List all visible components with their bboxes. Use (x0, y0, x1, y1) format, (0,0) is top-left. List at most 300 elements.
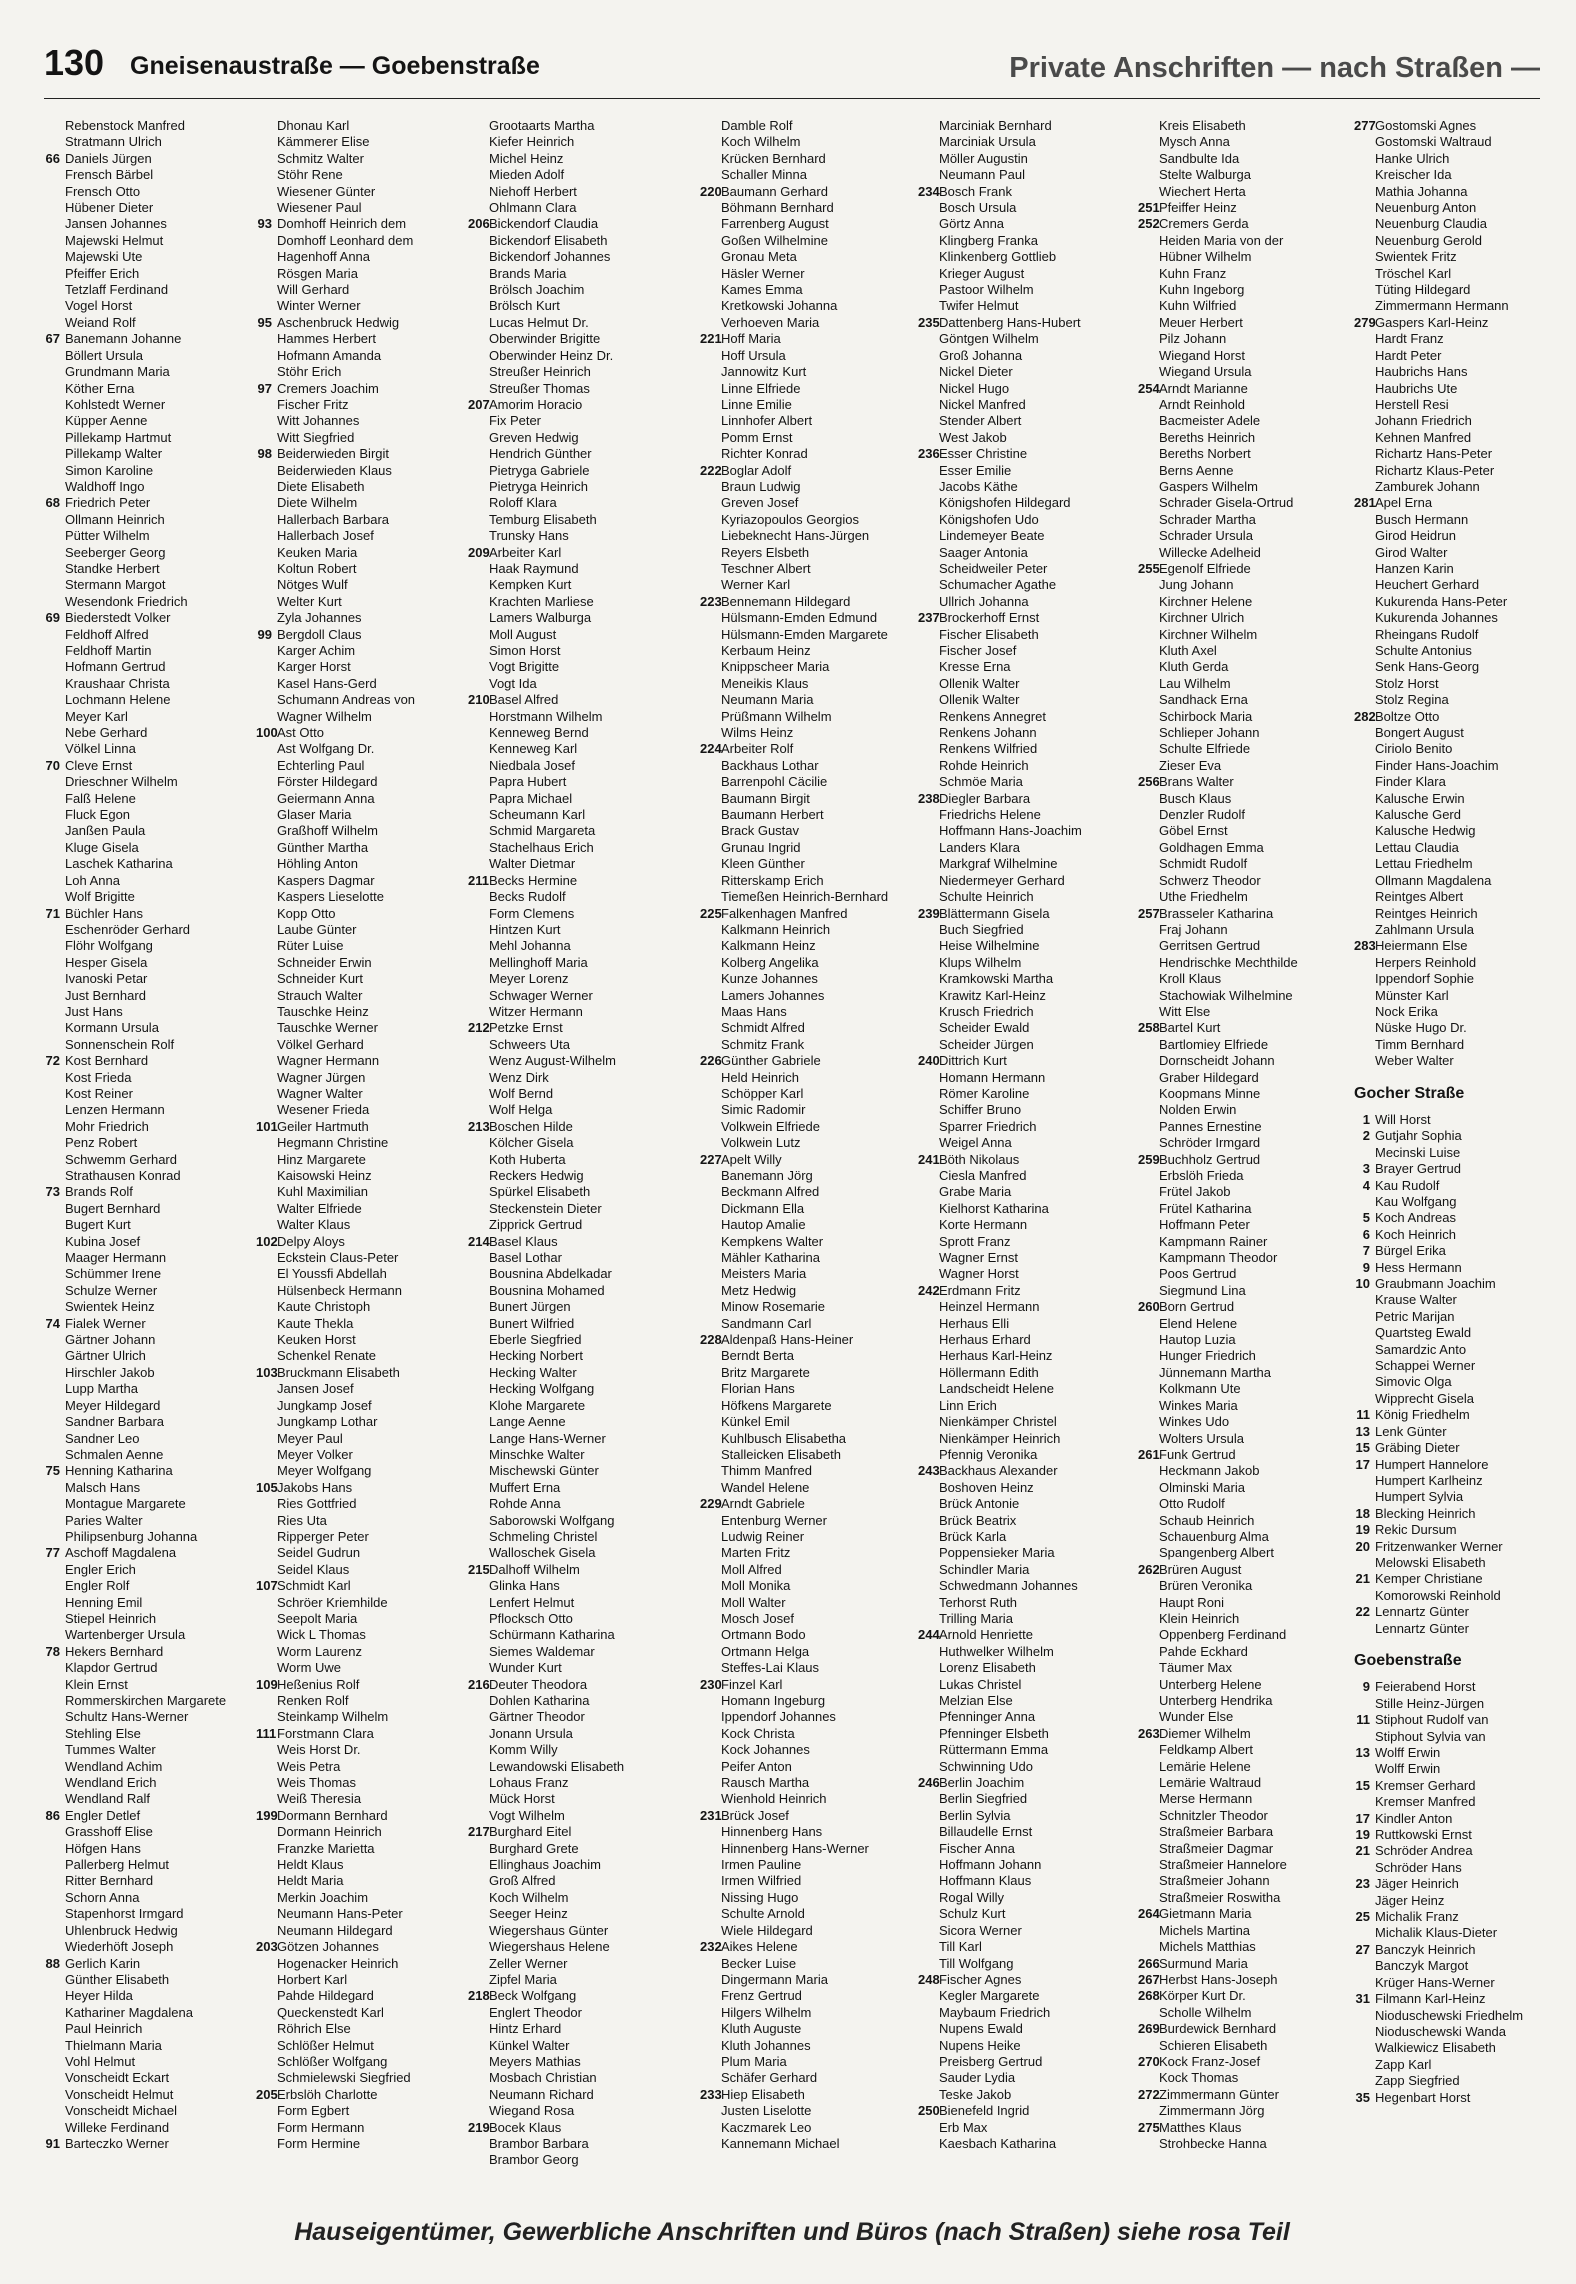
directory-entry (700, 1956, 914, 1972)
resident-name: Höhling Anton (277, 856, 358, 872)
resident-name: Kampmann Theodor (1159, 1250, 1278, 1266)
directory-entry (256, 184, 470, 200)
resident-name: Fix Peter (489, 413, 542, 429)
resident-name: Pietryga Heinrich (489, 478, 588, 494)
directory-entry (1354, 807, 1544, 823)
resident-name: Kluge Gisela (65, 839, 139, 855)
resident-name: Pomm Ernst (721, 429, 793, 445)
resident-name: Gronau Meta (721, 249, 797, 265)
directory-entry (256, 1135, 470, 1151)
resident-name: Kohlstedt Werner (65, 396, 166, 412)
directory-entry (1138, 1283, 1352, 1299)
directory-entry (468, 807, 682, 823)
resident-name: Markgraf Wilhelmine (939, 856, 1058, 872)
resident-name: Kock Johannes (721, 1742, 810, 1758)
resident-name: Ollmann Heinrich (65, 511, 165, 527)
resident-name: Schiffer Bruno (939, 1102, 1022, 1118)
resident-name: Tetzlaff Ferdinand (65, 282, 169, 298)
house-number: 7 (1362, 1243, 1370, 1259)
directory-entry (468, 791, 682, 807)
directory-entry (44, 1545, 258, 1561)
resident-name: Saborowski Wolfgang (489, 1512, 615, 1528)
resident-name: Erbslöh Charlotte (277, 2086, 378, 2102)
directory-entry (700, 430, 914, 446)
directory-entry (256, 889, 470, 905)
resident-name: Lange Hans-Werner (489, 1430, 606, 1446)
directory-entry (918, 807, 1132, 823)
resident-name: Arndt Gabriele (721, 1496, 805, 1512)
resident-name: Klohe Margarete (489, 1397, 586, 1413)
directory-entry (700, 1365, 914, 1381)
directory-entry (1138, 1726, 1352, 1742)
resident-name: Stille Heinz-Jürgen (1375, 1695, 1485, 1711)
directory-entry (468, 1529, 682, 1545)
resident-name: Graßhoff Wilhelm (277, 823, 378, 839)
resident-name: Denzler Rudolf (1159, 807, 1245, 823)
directory-entry (918, 1759, 1132, 1775)
directory-entry (700, 1381, 914, 1397)
house-number: 250 (918, 2103, 940, 2119)
resident-name: Schäfer Gerhard (721, 2070, 818, 2086)
resident-name: Linnhofer Albert (721, 413, 813, 429)
directory-entry (918, 446, 1132, 462)
house-number: 246 (918, 1775, 940, 1791)
directory-entry (700, 2120, 914, 2136)
directory-entry (468, 151, 682, 167)
resident-name: Ries Gottfried (277, 1496, 357, 1512)
directory-entry (700, 1578, 914, 1594)
resident-name: Landscheidt Helene (939, 1381, 1054, 1397)
resident-name: Goldhagen Emma (1159, 839, 1264, 855)
resident-name: Brambor Barbara (489, 2135, 589, 2151)
resident-name: Waldhoff Ingo (65, 478, 145, 494)
resident-name: Strohbecke Hanna (1159, 2135, 1267, 2151)
house-number: 242 (918, 1282, 940, 1298)
resident-name: Günther Martha (277, 839, 369, 855)
resident-name: Wendland Ralf (65, 1791, 151, 1807)
directory-entry (468, 1398, 682, 1414)
directory-entry (256, 463, 470, 479)
resident-name: Neumann Paul (939, 167, 1025, 183)
resident-name: Michels Matthias (1159, 1939, 1256, 1955)
directory-entry (468, 512, 682, 528)
directory-entry (468, 1316, 682, 1332)
directory-entry (1354, 840, 1544, 856)
resident-name: Lennartz Günter (1375, 1604, 1469, 1620)
resident-name: Kielhorst Katharina (939, 1200, 1049, 1216)
directory-entry (918, 1660, 1132, 1676)
directory-entry (1138, 2136, 1352, 2152)
directory-entry (1138, 889, 1352, 905)
resident-name: Ritterskamp Erich (721, 872, 824, 888)
resident-name: Stalleicken Elisabeth (721, 1446, 841, 1462)
resident-name: Kehnen Manfred (1375, 429, 1472, 445)
directory-entry (918, 1348, 1132, 1364)
directory-entry (468, 315, 682, 331)
resident-name: Schmöe Maria (939, 774, 1023, 790)
resident-name: Domhoff Heinrich dem (277, 216, 407, 232)
directory-entry (1354, 446, 1544, 462)
resident-name: Standke Herbert (65, 560, 160, 576)
resident-name: Bacmeister Adele (1159, 413, 1261, 429)
resident-name: Simic Radomir (721, 1102, 806, 1118)
house-number: 72 (45, 1053, 60, 1069)
directory-entry (256, 1463, 470, 1479)
resident-name: Kaute Thekla (277, 1315, 354, 1331)
directory-entry (44, 1004, 258, 1020)
directory-entry (700, 1480, 914, 1496)
directory-entry (1354, 1909, 1544, 1925)
directory-entry (44, 955, 258, 971)
directory-entry (44, 758, 258, 774)
directory-entry (1138, 561, 1352, 577)
directory-entry (700, 1709, 914, 1725)
resident-name: Weiand Rolf (65, 314, 136, 330)
directory-entry (1354, 1925, 1544, 1941)
directory-entry (1354, 1342, 1544, 1358)
resident-name: Landers Klara (939, 839, 1020, 855)
resident-name: Sandbulte Ida (1159, 150, 1240, 166)
resident-name: Koch Wilhelm (721, 134, 801, 150)
directory-entry (918, 1513, 1132, 1529)
directory-entry (700, 479, 914, 495)
directory-entry (700, 2038, 914, 2054)
directory-entry (44, 1037, 258, 1053)
resident-name: Kluth Johannes (721, 2037, 811, 2053)
directory-entry (44, 1234, 258, 1250)
directory-entry (700, 1447, 914, 1463)
resident-name: Boschen Hilde (489, 1118, 573, 1134)
directory-entry (256, 741, 470, 757)
resident-name: Sicora Werner (939, 1922, 1022, 1938)
resident-name: Diegler Barbara (939, 790, 1031, 806)
resident-name: Königshofen Hildegard (939, 495, 1071, 511)
resident-name: Brölsch Kurt (489, 298, 560, 314)
resident-name: Schrader Ursula (1159, 528, 1253, 544)
resident-name: Zapp Karl (1375, 2056, 1432, 2072)
resident-name: Krieger August (939, 265, 1025, 281)
directory-entry (918, 1283, 1132, 1299)
directory-entry (1138, 1775, 1352, 1791)
directory-entry (918, 1447, 1132, 1463)
directory-entry (44, 1742, 258, 1758)
directory-entry (700, 1988, 914, 2004)
resident-name: Ortmann Bodo (721, 1627, 806, 1643)
directory-entry (1138, 1611, 1352, 1627)
resident-name: Hallerbach Barbara (277, 511, 390, 527)
resident-name: Schmidt Alfred (721, 1020, 805, 1036)
resident-name: Wolf Bernd (489, 1085, 554, 1101)
directory-entry (1138, 1381, 1352, 1397)
directory-entry (918, 692, 1132, 708)
resident-name: Sandner Leo (65, 1430, 140, 1446)
street-range-title: Gneisenaustraße — Goebenstraße (130, 52, 540, 80)
resident-name: Ippendorf Sophie (1375, 971, 1475, 987)
house-number: 243 (918, 1463, 940, 1479)
directory-entry (1138, 955, 1352, 971)
resident-name: Nock Erika (1375, 1003, 1438, 1019)
resident-name: Heise Wilhelmine (939, 938, 1040, 954)
resident-name: Marciniak Ursula (939, 134, 1036, 150)
directory-entry (44, 512, 258, 528)
resident-name: Klinkenberg Gottlieb (939, 249, 1057, 265)
house-number: 237 (918, 610, 940, 626)
directory-entry (256, 643, 470, 659)
resident-name: Kreis Elisabeth (1159, 118, 1246, 133)
directory-entry (256, 725, 470, 741)
resident-name: Krawitz Karl-Heinz (939, 987, 1046, 1003)
resident-name: Busch Hermann (1375, 511, 1469, 527)
resident-name: Graber Hildegard (1159, 1069, 1259, 1085)
directory-entry (918, 1201, 1132, 1217)
resident-name: Kannemann Michael (721, 2135, 840, 2151)
directory-entry (468, 741, 682, 757)
resident-name: Backhaus Alexander (939, 1463, 1058, 1479)
directory-entry (1138, 1201, 1352, 1217)
resident-name: Kresse Erna (939, 659, 1011, 675)
resident-name: Zahlmann Ursula (1375, 921, 1474, 937)
house-number: 101 (256, 1118, 278, 1134)
directory-entry (1138, 1463, 1352, 1479)
directory-entry (1354, 823, 1544, 839)
resident-name: Kalkmann Heinrich (721, 921, 831, 937)
directory-entry (918, 840, 1132, 856)
directory-entry (44, 315, 258, 331)
resident-name: Hiep Elisabeth (721, 2086, 805, 2102)
directory-entry (44, 331, 258, 347)
directory-entry (256, 2087, 470, 2103)
directory-entry (256, 1578, 470, 1594)
directory-entry (1138, 495, 1352, 511)
resident-name: Wilms Heinz (721, 725, 794, 741)
resident-name: Hecking Walter (489, 1364, 577, 1380)
directory-entry (468, 1611, 682, 1627)
directory-entry (700, 1053, 914, 1069)
directory-entry (468, 1217, 682, 1233)
directory-entry (256, 1266, 470, 1282)
resident-name: Kremser Gerhard (1375, 1777, 1476, 1793)
directory-entry (700, 594, 914, 610)
directory-entry (468, 1791, 682, 1807)
directory-entry (918, 709, 1132, 725)
directory-entry (918, 1972, 1132, 1988)
directory-entry (1138, 1857, 1352, 1873)
resident-name: Liebeknecht Hans-Jürgen (721, 528, 870, 544)
directory-entry (918, 1693, 1132, 1709)
directory-entry (700, 1102, 914, 1118)
directory-entry (1138, 1808, 1352, 1824)
directory-entry (700, 1037, 914, 1053)
house-number: 103 (256, 1364, 278, 1380)
directory-entry (918, 200, 1132, 216)
resident-name: Lemärie Helene (1159, 1758, 1251, 1774)
directory-entry (700, 331, 914, 347)
directory-entry (1354, 1794, 1544, 1810)
resident-name: Kaute Christoph (277, 1299, 371, 1315)
resident-name: Gietmann Maria (1159, 1906, 1252, 1922)
resident-name: Brack Gustav (721, 823, 800, 839)
directory-entry (700, 1693, 914, 1709)
directory-entry (1354, 2057, 1544, 2073)
directory-entry (44, 1102, 258, 1118)
resident-name: Trunsky Hans (489, 528, 569, 544)
resident-name: Neumann Maria (721, 692, 814, 708)
resident-name: Lennartz Günter (1375, 1620, 1469, 1636)
resident-name: Kau Rudolf (1375, 1177, 1440, 1193)
directory-entry (1138, 2054, 1352, 2070)
resident-name: Schnitzler Theodor (1159, 1807, 1268, 1823)
resident-name: Koch Andreas (1375, 1210, 1456, 1226)
directory-entry (256, 216, 470, 232)
directory-entry (1138, 971, 1352, 987)
resident-name: Schröder Hans (1375, 1859, 1462, 1875)
resident-name: Ullrich Johanna (939, 593, 1029, 609)
resident-name: Cleve Ernst (65, 757, 133, 773)
directory-entry (468, 709, 682, 725)
house-number: 269 (1138, 2021, 1160, 2037)
resident-name: Herhaus Erhard (939, 1332, 1031, 1348)
directory-entry (918, 479, 1132, 495)
resident-name: Mohr Friedrich (65, 1118, 149, 1134)
directory-entry (468, 823, 682, 839)
directory-entry (918, 463, 1132, 479)
resident-name: Pannes Ernestine (1159, 1118, 1262, 1134)
directory-entry (256, 2120, 470, 2136)
resident-name: Hendrischke Mechthilde (1159, 954, 1298, 970)
directory-entry (918, 1726, 1132, 1742)
resident-name: Majewski Helmut (65, 232, 164, 248)
resident-name: Britz Margarete (721, 1364, 810, 1380)
resident-name: Schwedmann Johannes (939, 1578, 1078, 1594)
directory-entry (256, 922, 470, 938)
resident-name: Hunger Friedrich (1159, 1348, 1256, 1364)
directory-entry (44, 463, 258, 479)
directory-entry (700, 1513, 914, 1529)
resident-name: Königshofen Udo (939, 511, 1039, 527)
directory-entry (44, 2136, 258, 2152)
directory-entry (44, 495, 258, 511)
resident-name: Beiderwieden Birgit (277, 446, 390, 462)
resident-name: Kölcher Gisela (489, 1135, 574, 1151)
resident-name: Kroll Klaus (1159, 971, 1222, 987)
resident-name: Hinnenberg Hans-Werner (721, 1840, 869, 1856)
resident-name: Simon Karoline (65, 462, 154, 478)
directory-entry (468, 1775, 682, 1791)
house-number: 2 (1362, 1128, 1370, 1144)
resident-name: Engler Detlef (65, 1807, 141, 1823)
resident-name: Winkes Maria (1159, 1397, 1238, 1413)
resident-name: Queckenstedt Karl (277, 2004, 384, 2020)
resident-name: Wartenberger Ursula (65, 1627, 186, 1643)
resident-name: Boglar Adolf (721, 462, 792, 478)
directory-entry (1138, 643, 1352, 659)
directory-entry (918, 1381, 1132, 1397)
resident-name: Bienefeld Ingrid (939, 2103, 1030, 2119)
house-number: 99 (257, 626, 272, 642)
resident-name: Malsch Hans (65, 1479, 141, 1495)
directory-entry (1354, 594, 1544, 610)
directory-entry (256, 594, 470, 610)
resident-name: Mischewski Günter (489, 1463, 599, 1479)
directory-entry (700, 1184, 914, 1200)
house-number: 91 (45, 2135, 60, 2151)
directory-entry (918, 282, 1132, 298)
directory-entry (468, 955, 682, 971)
house-number: 232 (700, 1939, 722, 1955)
resident-name: Meyer Wolfgang (277, 1463, 372, 1479)
directory-entry (256, 134, 470, 150)
resident-name: Neumann Hildegard (277, 1922, 393, 1938)
directory-entry (1354, 627, 1544, 643)
resident-name: Schrader Gisela-Ortrud (1159, 495, 1294, 511)
resident-name: Straßmeier Johann (1159, 1873, 1270, 1889)
directory-entry (700, 1890, 914, 1906)
directory-entry (44, 1431, 258, 1447)
resident-name: Berndt Berta (721, 1348, 794, 1364)
directory-entry (918, 1939, 1132, 1955)
house-number: 19 (1355, 1522, 1370, 1538)
resident-name: Schulte Heinrich (939, 889, 1034, 905)
resident-name: Kuhlbusch Elisabetha (721, 1430, 847, 1446)
resident-name: Michalik Franz (1375, 1909, 1459, 1925)
directory-entry (256, 791, 470, 807)
resident-name: Quartsteg Ewald (1375, 1325, 1472, 1341)
resident-name: Zipprick Gertrud (489, 1217, 583, 1233)
directory-entry (918, 1332, 1132, 1348)
resident-name: Karger Horst (277, 659, 351, 675)
resident-name: Falkenhagen Manfred (721, 905, 848, 921)
directory-entry (1138, 413, 1352, 429)
resident-name: Schürmann Katharina (489, 1627, 615, 1643)
directory-entry (44, 807, 258, 823)
directory-entry (700, 725, 914, 741)
resident-name: Kreischer Ida (1375, 167, 1452, 183)
resident-name: Trilling Maria (939, 1610, 1013, 1626)
house-number: 6 (1362, 1226, 1370, 1242)
resident-name: Kemper Christiane (1375, 1571, 1483, 1587)
directory-entry (44, 1660, 258, 1676)
directory-entry (918, 676, 1132, 692)
directory-entry (256, 1316, 470, 1332)
resident-name: Oberwinder Heinz Dr. (489, 347, 614, 363)
directory-entry (256, 1201, 470, 1217)
directory-entry (1138, 545, 1352, 561)
resident-name: Dormann Heinrich (277, 1824, 382, 1840)
resident-name: Greven Josef (721, 495, 799, 511)
directory-entry (468, 1135, 682, 1151)
directory-entry (44, 1135, 258, 1151)
house-number: 264 (1138, 1906, 1160, 1922)
resident-name: Strauch Walter (277, 987, 363, 1003)
resident-name: Welter Kurt (277, 593, 342, 609)
resident-name: Bruckmann Elisabeth (277, 1364, 400, 1380)
resident-name: Hagenhoff Anna (277, 249, 371, 265)
directory-entry (468, 1496, 682, 1512)
directory-entry (1354, 1178, 1544, 1194)
directory-entry (700, 659, 914, 675)
resident-name: Falß Helene (65, 790, 136, 806)
resident-name: Berns Aenne (1159, 462, 1234, 478)
house-number: 254 (1138, 380, 1160, 396)
directory-entry (1354, 1975, 1544, 1991)
directory-entry (1354, 1325, 1544, 1341)
directory-entry (700, 774, 914, 790)
directory-entry (1354, 348, 1544, 364)
directory-entry (44, 1414, 258, 1430)
house-number: 102 (256, 1233, 278, 1249)
directory-entry (700, 1348, 914, 1364)
resident-name: Kindler Anton (1375, 1810, 1453, 1826)
